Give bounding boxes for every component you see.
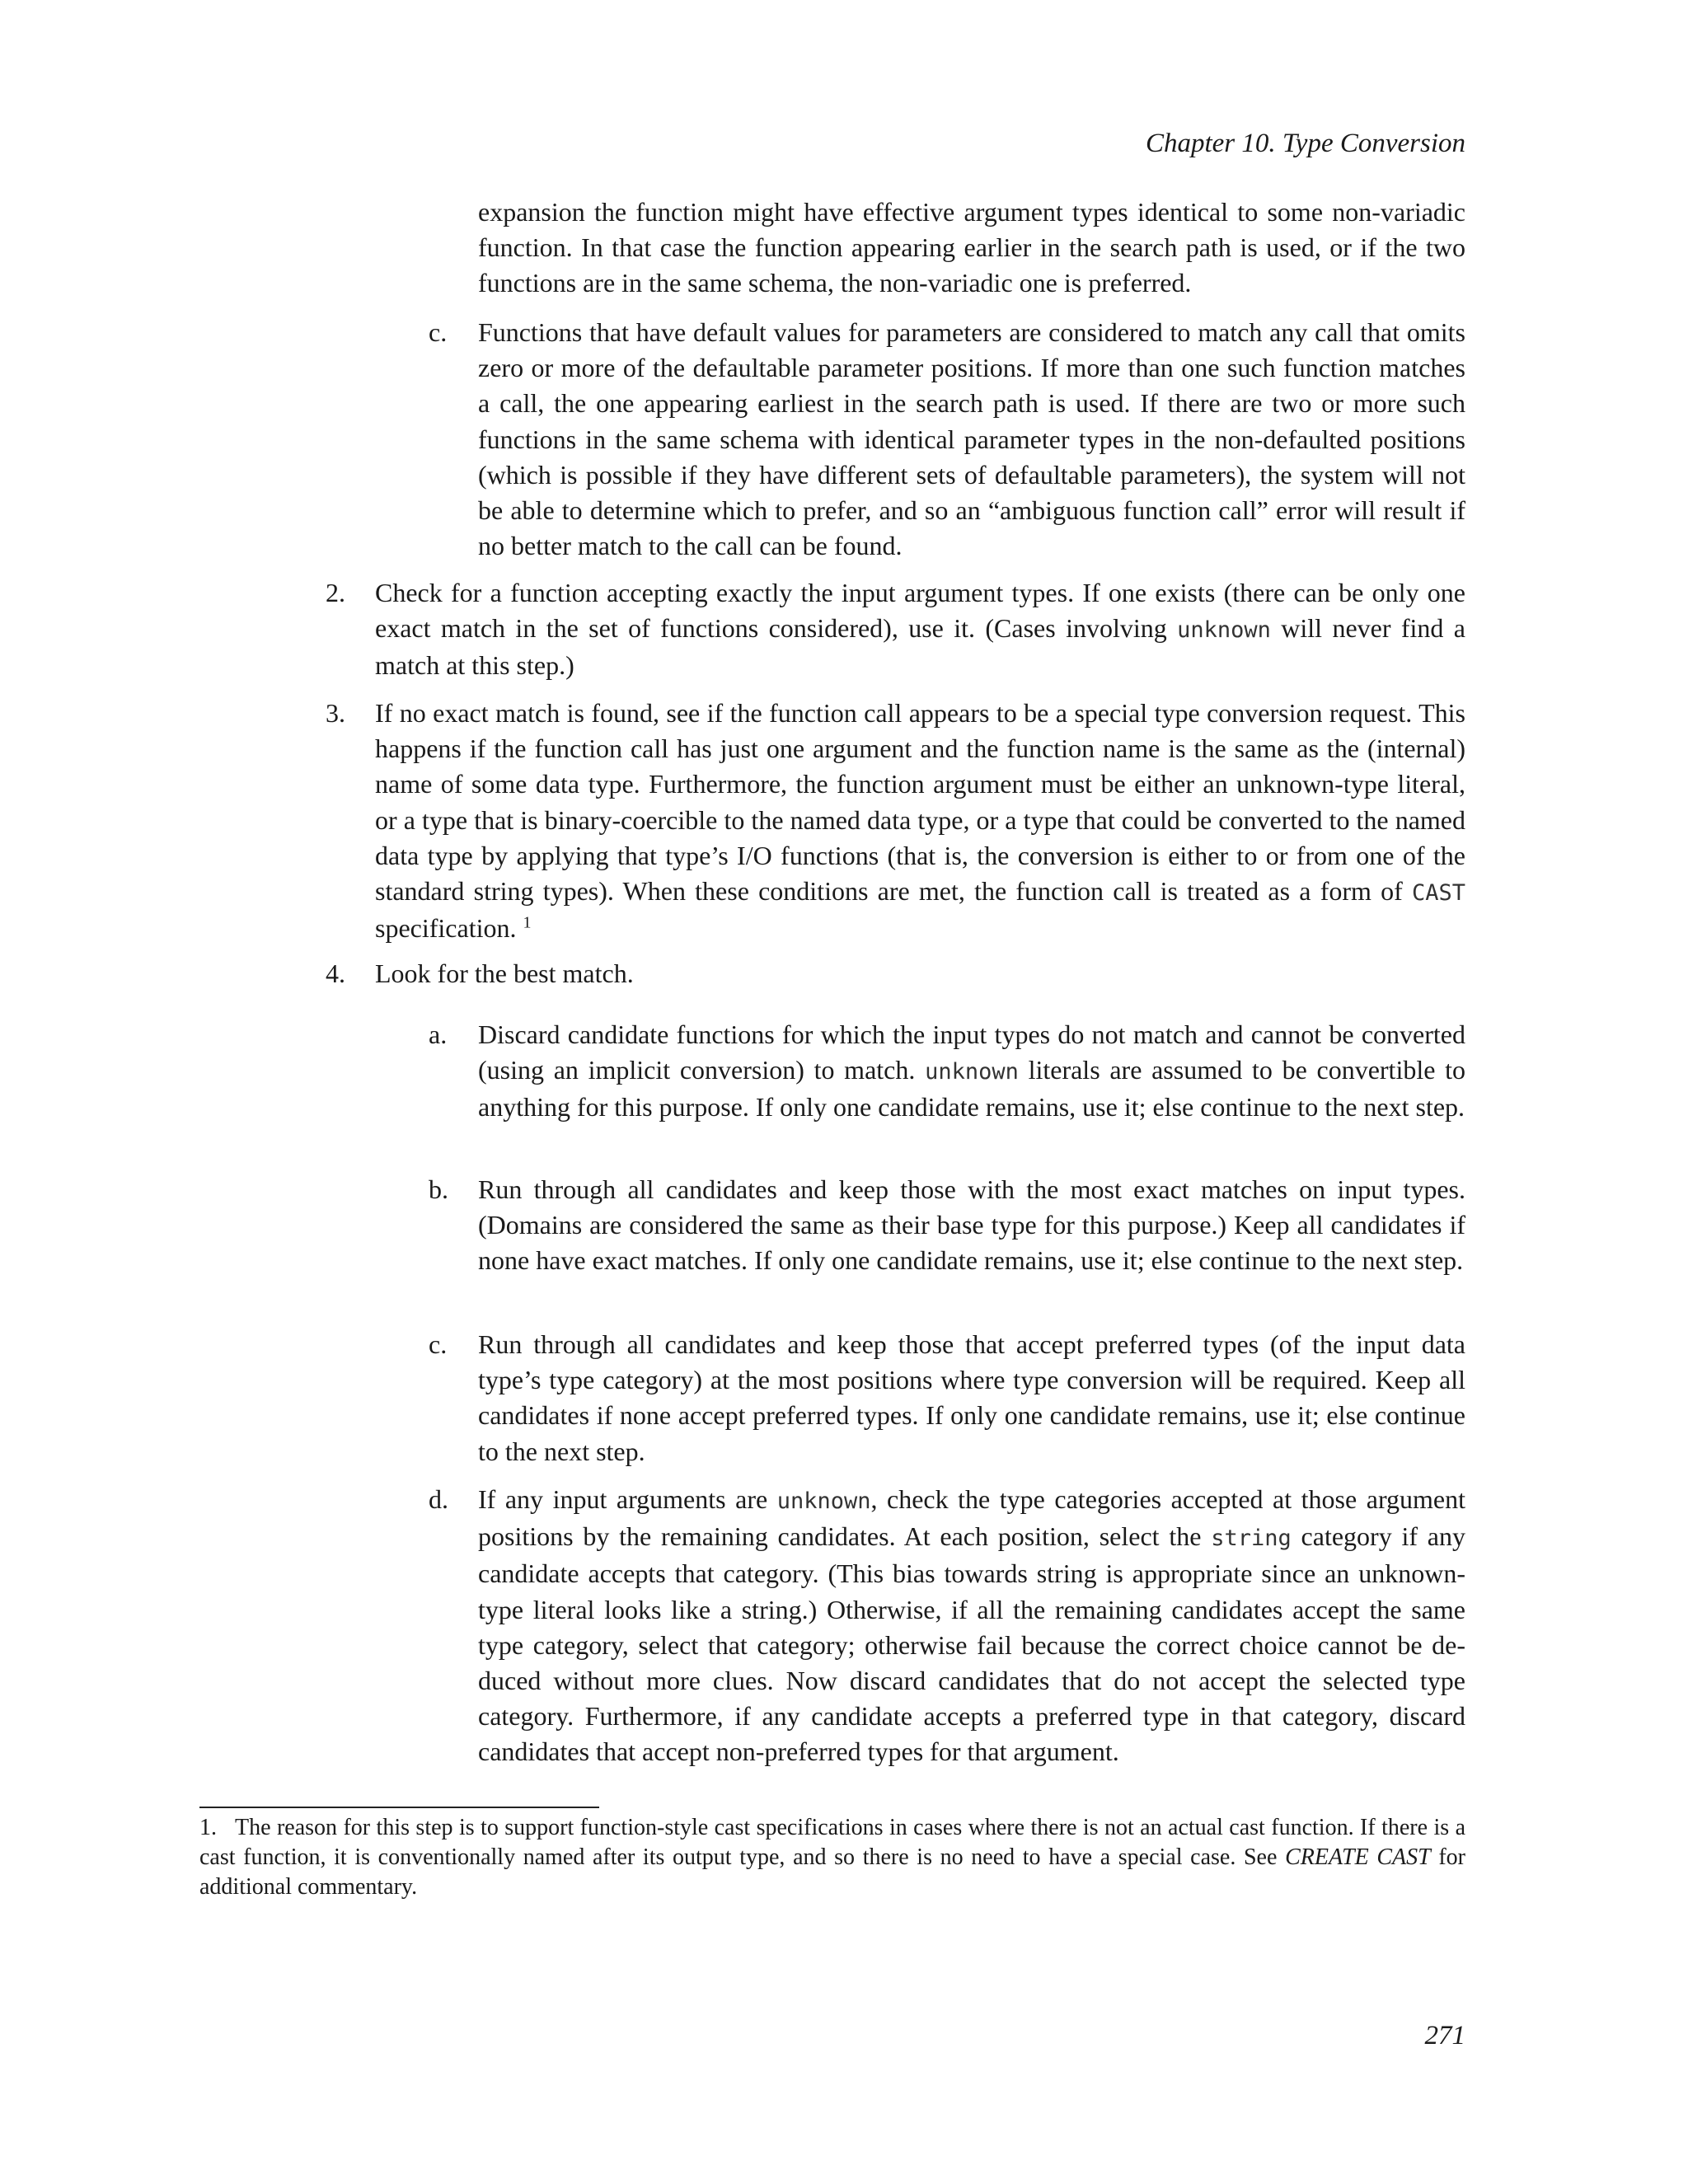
list-marker: 4. <box>326 958 345 988</box>
list-marker: b. <box>429 1174 448 1204</box>
list-item-text <box>375 696 1465 946</box>
list-item-text <box>375 575 1465 684</box>
list-item-text: Run through all candidates and keep those with the most exact matches on input types. (Domains are considered the same as their base type for this purpose.) Keep all candidates if none have exact matches. If only one candidate remains, use it; else continue to the next step. <box>478 1174 1465 1276</box>
list-item-text: Look for the best match. <box>375 958 634 988</box>
create-cast-link[interactable]: CREATE CAST <box>1285 1844 1431 1870</box>
list-marker: 3. <box>326 698 345 728</box>
footnote <box>199 1813 1465 1902</box>
list-marker: d. <box>429 1484 448 1514</box>
inline-code: CAST <box>1411 880 1465 907</box>
footnote-reference[interactable]: 1 <box>523 913 532 932</box>
inline-code: unknown <box>925 1059 1019 1085</box>
list-marker: 2. <box>326 578 345 607</box>
running-head: Chapter 10. Type Conversion <box>1145 129 1465 158</box>
inline-code: unknown <box>776 1488 871 1514</box>
text-run: , check the type categories accepted at those argument positions by the remaining candidates. At each position, select the <box>478 1484 1466 1552</box>
text-run: If any input arguments are <box>478 1484 777 1514</box>
list-marker: c. <box>429 1329 448 1359</box>
continuation-paragraph: expansion the function might have effective argument types identical to some non-variadic function. In that case the function appearing earlier in the search path is used, or if the two functions are in the same schema, the non-variadic one is preferred. <box>478 197 1465 298</box>
text-run: If no exact match is found, see if the function call appears to be a special type conversion request. This happens if the function call has just one argument and the function name is the same as the (internal) name of some data type. Furthermore, the function argument must be either an unknown-type literal, or a type that is binary-coercible to the named data type, or a type that could be converted to the named data type by applying that type’s I/O functions (that is, the conversion is either to or from one of the standard string types). When these conditions are met, the function call is treated as a form of <box>375 698 1465 907</box>
text-run: Discard candidate functions for which the input types do not match and cannot be converted (using an implicit conversion) to match. <box>478 1019 1465 1085</box>
list-item-text <box>478 1017 1465 1126</box>
text-run: specification. <box>375 913 523 944</box>
list-item-text <box>478 1482 1465 1770</box>
list-item-text: Functions that have default values for parameters are considered to match any call that omits zero or more of the defaultable parameter positions. If more than one such function matches a call, the one appearing earliest in the search path is used. If there are two or more such functions in the same schema with identical parameter types in the non-defaulted positions (which is possible if they have different sets of defaultable parameters), the system will not be able to determine which to prefer, and so an “ambiguous function call” error will result if no better match to the call can be found. <box>478 317 1465 561</box>
inline-code: unknown <box>1177 617 1271 644</box>
text-run: literals are assumed to be convertible to anything for this purpose. If only one candidate remains, use it; else continue to the next step. <box>478 1055 1466 1122</box>
inline-code: string <box>1211 1526 1292 1552</box>
text-run: category if any candidate accepts that category. (This bias towards string is appropriate since an unknown-type literal looks like a string.) Otherwise, if all the remaining candidates accept the same type category, select that category; otherwise fail because the correct choice cannot be deduced without more clues. Now discard candidates that do not accept the selected type category. Furthermore, if any candidate accepts a preferred type in that category, discard candidates that accept non-preferred types for that argument. <box>478 1521 1466 1767</box>
page-number: 271 <box>1424 2021 1465 2050</box>
list-marker: a. <box>429 1019 448 1049</box>
footnote-number: 1. <box>199 1815 217 1840</box>
footnote-rule <box>199 1807 599 1808</box>
text-run: The reason for this step is to support function-style cast specifications in cases where there is not an actual cast function. If there is a cast function, it is conventionally named after its output type, and so there is no need to have a special case. See <box>199 1815 1465 1870</box>
list-item-text: Run through all candidates and keep those that accept preferred types (of the input data type’s type category) at the most positions where type conversion will be required. Keep all candidates if none accept preferred types. If only one candidate remains, use it; else continue to the next step. <box>478 1329 1465 1466</box>
text-run: Check for a function accepting exactly the input argument types. If one exists (there can be only one exact match in the set of functions considered), use it. (Cases involving <box>375 578 1465 644</box>
list-marker: c. <box>429 317 448 347</box>
text-run: for additional commentary. <box>199 1844 1465 1900</box>
text-run: will never find a match at this step.) <box>375 613 1466 681</box>
